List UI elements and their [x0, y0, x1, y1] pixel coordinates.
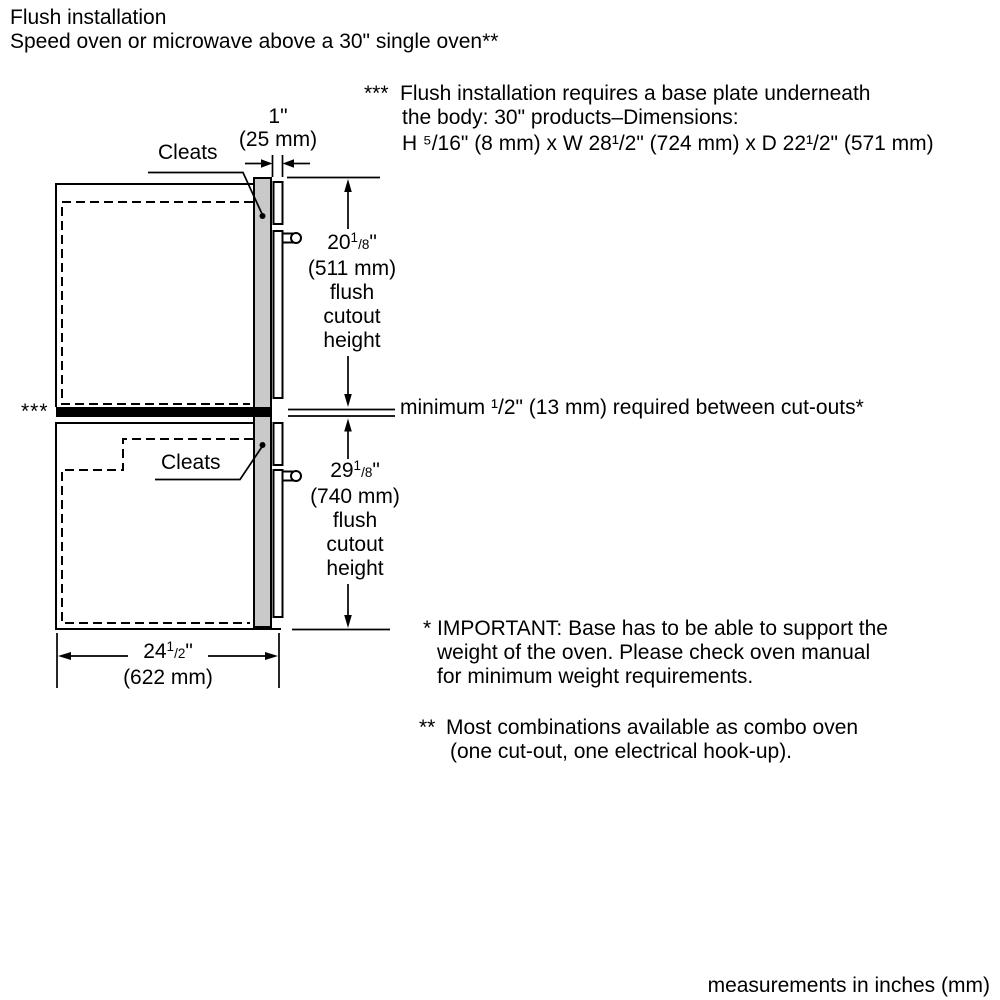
- minimum-gap-note: minimum ¹/2" (13 mm) required between cut-outs*: [400, 396, 864, 419]
- important-note-marker: *: [423, 617, 432, 640]
- cleat-rect-upper-1: [274, 182, 283, 224]
- cleats-label-upper: Cleats: [158, 141, 218, 164]
- lower-cutout-dim-value: $29^1/8$": [330, 458, 380, 482]
- upper-cutout-dim-mm: (511 mm): [307, 257, 397, 280]
- width-dimension-label: [88, 640, 248, 690]
- width-dim-value: $24^1/2$": [143, 639, 193, 663]
- page-title: Flush installation: [10, 6, 167, 29]
- important-note-line2: weight of the oven. Please check oven manual: [437, 641, 871, 664]
- lower-cutout-dimension-label: $29^1/8$" (740 mm) flush cutout height: [275, 459, 435, 581]
- upper-cabinet-outline: [56, 184, 253, 407]
- base-plate-bar: [56, 407, 271, 417]
- combo-note-line2: (one cut-out, one electrical hook-up).: [450, 740, 793, 763]
- baseplate-note-marker: ***: [364, 82, 389, 105]
- baseplate-note-line1: Flush installation requires a base plate underneath: [400, 82, 871, 105]
- lower-cutout-dim-mm: (740 mm): [310, 485, 400, 508]
- cleat-thickness-inches: 1": [268, 105, 288, 128]
- cutout-gap-lines: [288, 410, 395, 417]
- measurement-units-note: measurements in inches (mm): [707, 974, 990, 997]
- combo-note-line1: Most combinations available as combo oven: [446, 716, 859, 739]
- important-note-line1: IMPORTANT: Base has to be able to support the: [437, 617, 888, 640]
- cleat-thickness-mm: (25 mm): [238, 128, 318, 151]
- baseplate-marker-left: ***: [21, 400, 49, 423]
- upper-cutout-dimension-label: $20^1/8$" (511 mm) flush cutout height: [272, 231, 432, 353]
- page-subtitle: Speed oven or microwave above a 30" single oven**: [10, 30, 499, 53]
- cleat-thickness-dimension: [245, 155, 310, 177]
- combo-note-marker: **: [419, 716, 436, 739]
- width-dim-mm: (622 mm): [123, 666, 213, 689]
- important-note-line3: for minimum weight requirements.: [437, 665, 754, 688]
- cleats-leader-upper: [148, 173, 266, 220]
- baseplate-note-line2: the body: 30" products–Dimensions:: [402, 106, 739, 129]
- front-trim-bar: [254, 178, 271, 627]
- cleats-label-lower: Cleats: [161, 451, 221, 474]
- baseplate-note-dimensions: H ⁵/16" (8 mm) x W 28¹/2" (724 mm) x D 22¹/2" (571 mm): [402, 132, 934, 155]
- upper-cutout-dim-value: $20^1/8$": [327, 230, 377, 254]
